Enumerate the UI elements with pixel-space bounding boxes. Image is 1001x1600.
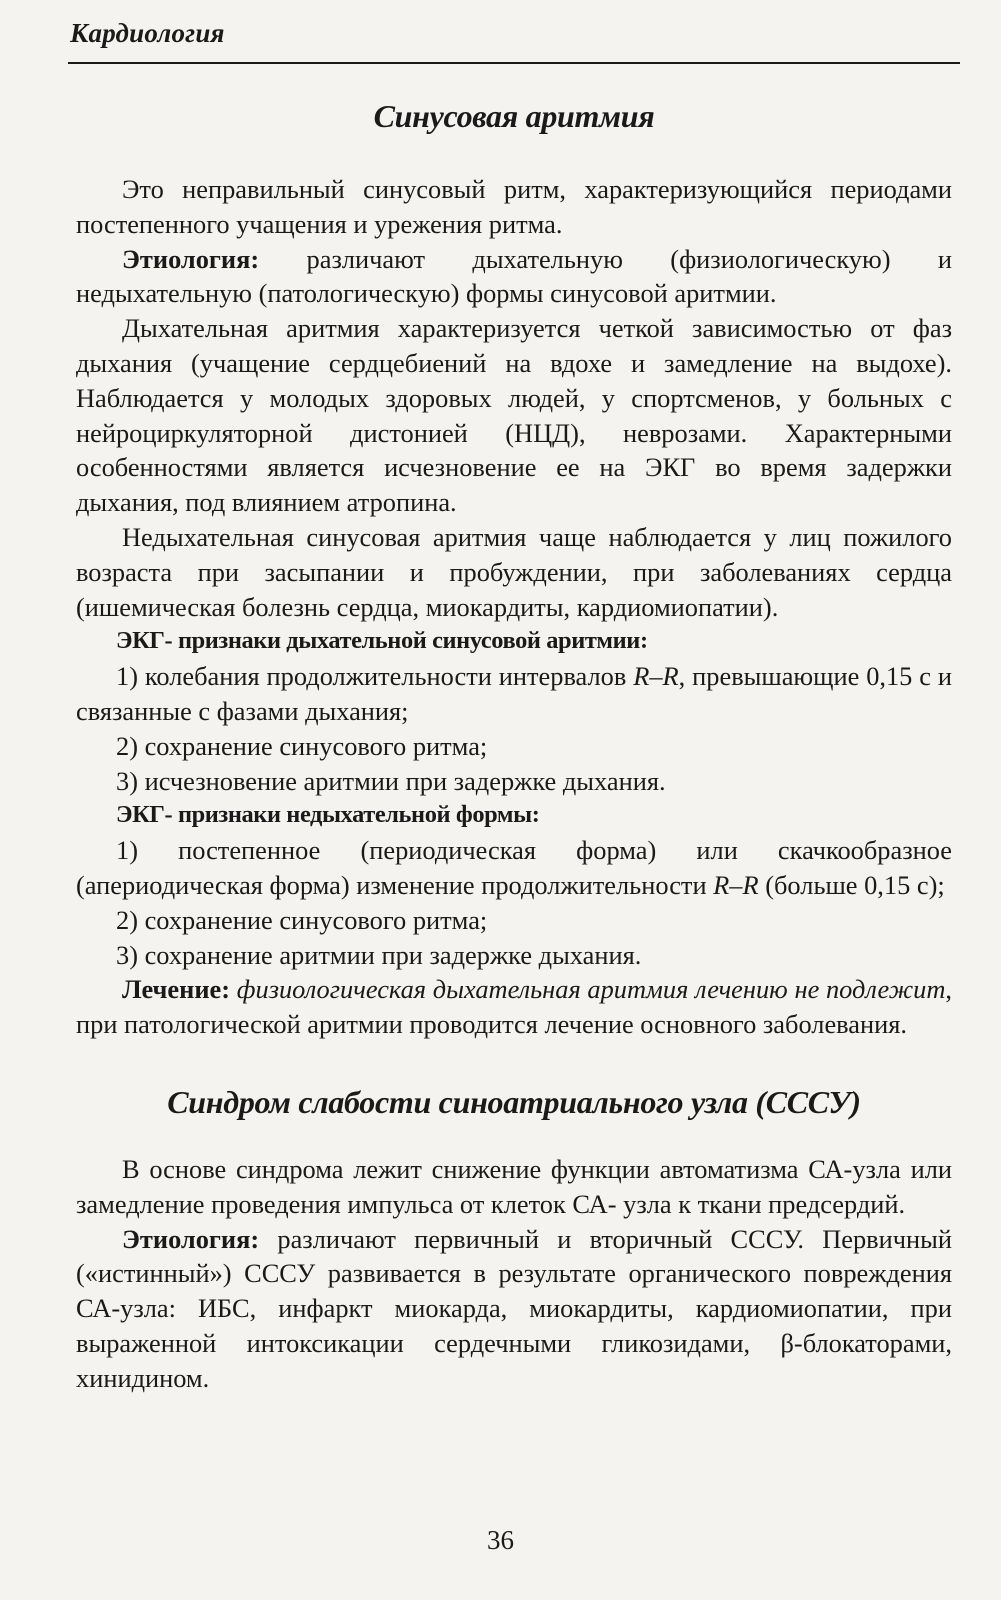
page-number: 36 (487, 1525, 514, 1555)
list-item-text: (больше 0,15 с); (758, 869, 945, 900)
treatment-label: Лечение: (122, 974, 231, 1005)
section-title-sinus-arrhythmia: Синусовая аритмия (373, 98, 655, 134)
ekg-respiratory-heading: ЭКГ- признаки дыхательной синусовой аритмии: (116, 627, 648, 655)
paragraph-treatment (76, 972, 952, 1042)
list-item: 3) сохранение аритмии при задержке дыхания. (116, 939, 642, 970)
treatment-text: , при патологической аритмии проводится лечение основного заболевания. (76, 974, 952, 1040)
list-item-text: 1) колебания продолжительности интервалов (116, 661, 634, 692)
ekg-nonrespiratory-heading: ЭКГ- признаки недыхательной формы: (116, 801, 540, 829)
treatment-italic: физиологическая дыхательная аритмия лечению не подлежит (230, 974, 946, 1005)
list-item: 2) сохранение синусового ритма; (116, 730, 488, 761)
rr-interval-term: R–R (713, 869, 759, 900)
paragraph-sss-definition: В основе синдрома лежит снижение функции автоматизма СА-узла или замедление проведения импульса от клеток СА- узла к ткани предсердий. (76, 1153, 952, 1219)
etiology-label: Этиология: (122, 1223, 260, 1254)
list-item: 2) сохранение синусового ритма; (116, 904, 488, 935)
etiology-label: Этиология: (122, 243, 260, 274)
list-item (76, 833, 952, 903)
list-item: 3) исчезновение аритмии при задержке дыхания. (116, 765, 666, 796)
ekg-respiratory-list (76, 659, 952, 798)
header-rule (68, 62, 960, 64)
list-item-text: 1) постепенное (периодическая форма) или скачкообразное (апериодическая форма) изменение продолжительности (76, 835, 952, 900)
paragraph-definition: Это неправильный синусовый ритм, характеризующийся периодами постепенного учащения и урежения ритма. (76, 174, 952, 239)
rr-interval-term: R–R (633, 661, 679, 692)
list-item-text: , превышающие 0,15 с и связанные с фазами дыхания; (76, 661, 952, 726)
paragraph-etiology (76, 242, 952, 312)
running-head: Кардиология (70, 18, 225, 48)
etiology-text: различают дыхательную (физиологическую) и недыхательную (патологическую) формы синусовой аритмии. (76, 243, 952, 309)
paragraph-respiratory-arrhythmia: Дыхательная аритмия характеризуется четкой зависимостью от фаз дыхания (учащение сердцебиений на вдохе и замедление на выдохе). Наблюдается у молодых здоровых людей, у спортсменов, у больных с нейроциркуляторной дистонией (НЦД), неврозами. Характерными особенностями является исчезновение ее на ЭКГ во время задержки дыхания, под влиянием атропина. (76, 313, 952, 518)
list-item (76, 659, 952, 729)
section-title-sick-sinus-syndrome: Синдром слабости синоатриального узла (СССУ) (167, 1083, 861, 1120)
page-content (76, 96, 952, 1396)
paragraph-nonrespiratory-arrhythmia: Недыхательная синусовая аритмия чаще наблюдается у лиц пожилого возраста при засыпании и пробуждении, при заболеваниях сердца (ишемическая болезнь сердца, миокардиты, кардиомиопатии). (76, 521, 952, 622)
ekg-nonrespiratory-list (76, 833, 952, 972)
paragraph-sss-etiology (76, 1222, 952, 1396)
etiology-text: различают первичный и вторичный СССУ. Первичный («истинный») СССУ развивается в результате органического повреждения СА-узла: ИБС, инфаркт миокарда, миокардиты, кардиомиопатии, при выраженной интоксикации сердечными гликозидами, β-блокаторами, хинидином. (76, 1223, 952, 1393)
